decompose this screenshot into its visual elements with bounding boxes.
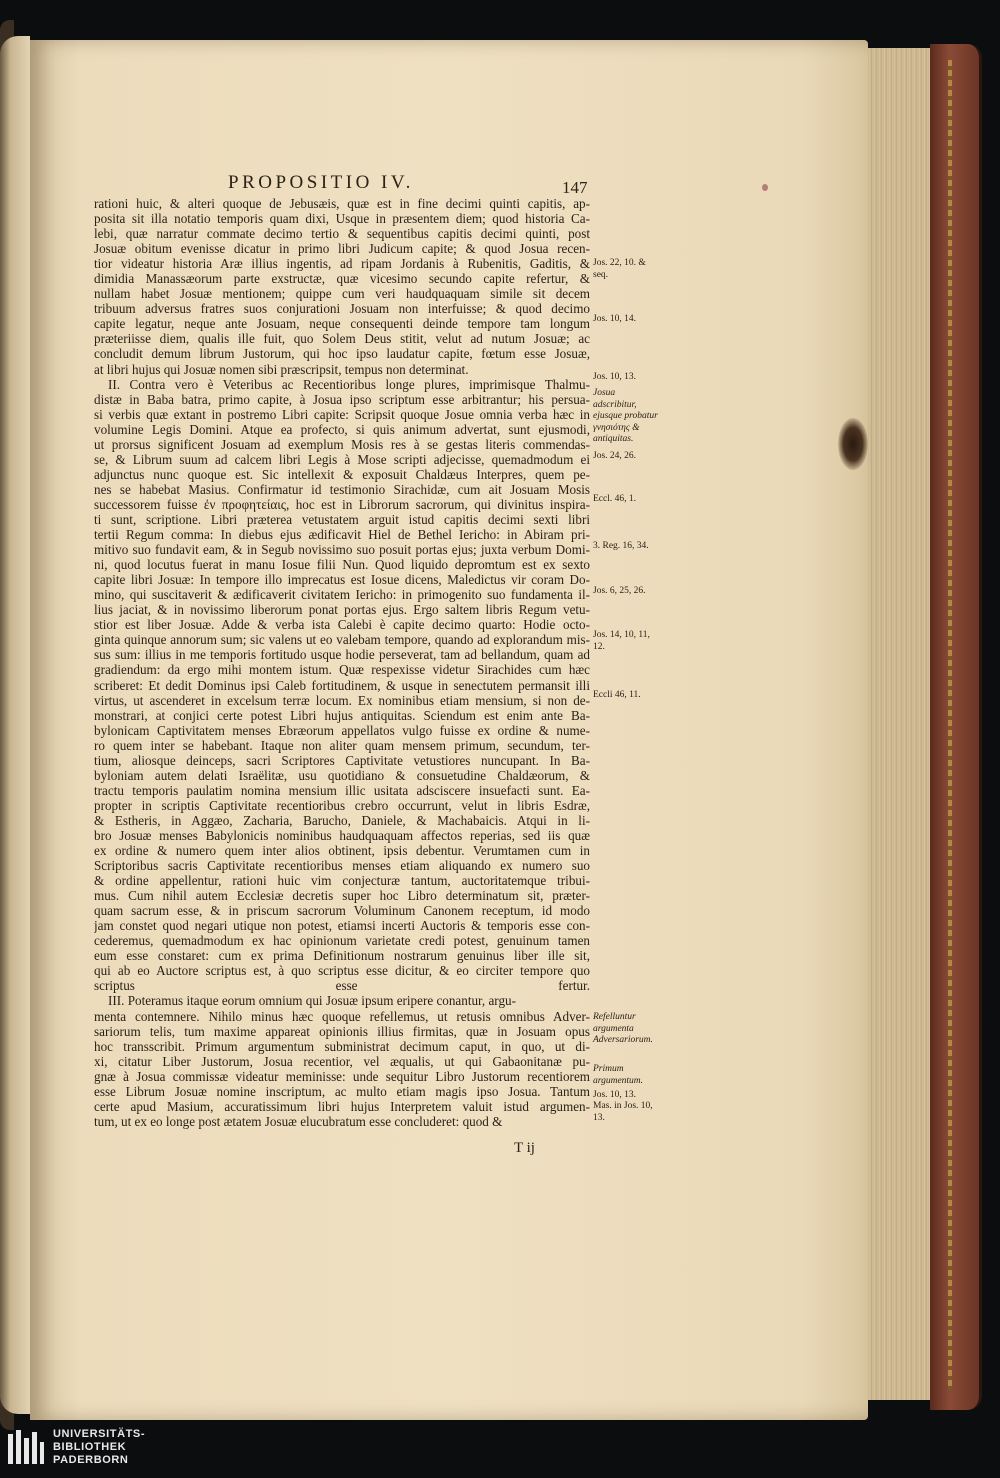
right-cover (930, 44, 982, 1410)
text-line: eum esse constaret: cum ex prima Definitionum nostrarum genuinus liber ille sit, (94, 948, 590, 964)
text-line: II. Contra vero è Veteribus ac Recentioribus longe plures, imprimisque Thalmu- (108, 376, 590, 392)
text-line: dimidia Manassæorum parte exstructæ, quæ vicesimo secundo capite refertur, & (94, 271, 590, 287)
text-line: sus sum: illius in me temporis fortitudo usque hodie perseverat, tam ad bellandum, quam ad (94, 647, 590, 663)
page-block-edges (858, 48, 940, 1400)
library-logo (6, 1424, 186, 1474)
text-line: mino, qui suscitaverit & ædificaverit civitatem Iericho: in primogenito suo fundamenta il- (94, 587, 590, 603)
margin-note: Jos. 6, 25, 26. (593, 586, 646, 596)
text-line: rationi huic, & alteri quoque de Jebusæis, quæ est in fine decimi quinti capitis, ap- (94, 196, 590, 211)
margin-note: Jos. 14, 10, 11, 12. (593, 630, 650, 652)
text-line: tribuum adversus fratres suos conjurationi Josuam non interfuisse; & quod decimo (94, 301, 590, 317)
text-line: successorem fuisse ἐν προφητείαις, hoc est in Librorum sacrorum, qui divinitus inspira- (94, 496, 590, 512)
margin-note: Jos. 10, 13. (593, 372, 637, 382)
library-logo-icon (6, 1428, 46, 1468)
small-stain (762, 184, 768, 191)
text-line: monstrari, at conjici certe potest Libri hujus antiquitas. Sciendum est enim ante Ba- (94, 707, 590, 723)
text-line: sariorum telis, tum maxime appareat opinionis illius firmitas, quæ in Josuam opus (94, 1023, 590, 1039)
text-line: byloniam autem delati Israëlitæ, usu quotidiano & consuetudine Chaldæorum, & (94, 767, 590, 783)
text-line: bylonicam Captivitatem menses Ebræorum appellatos vulgo fuisse ex ordine & nume- (94, 722, 590, 738)
text-line: ni, quod locutus fuerat in manu Iosue filii Nun. Quod liquido depromtum est ex sexto (94, 557, 590, 573)
left-page-edge (0, 36, 30, 1414)
text-line: ro quem inter se habebant. Itaque non aliter quam mensem primum, secundum, ter- (94, 737, 590, 753)
signature-mark: T ij (514, 1140, 535, 1156)
text-line: ex ordine & numero quem inter alios obtinent, ipsis debentur. Verumtamen cum in (94, 843, 590, 859)
text-line: ginta quinque annorum sum; sic valens ut eo valebam tempore, quando ad explorandum mis- (94, 632, 590, 648)
text-line: scriptus esse fertur. (94, 978, 590, 994)
text-line: xi, citatur Liber Justorum, Josua recentior, vel æqualis, ut qui Gabaonitanæ pu- (94, 1053, 590, 1069)
text-line: gradiendum: da ergo mihi montem istum. Quæ respexisse videtur Sirachides cum hæc (94, 662, 590, 678)
text-line: tum, ut ex eo longe post ætatem Josuæ elucubratum esse concluderet: quod & (94, 1113, 503, 1129)
text-line: mitivo suo fundavit eam, & in Segub novissimo suo posuit portas ejus; juxta verbum Domi- (94, 542, 590, 558)
margin-note: Mas. in Jos. 10, 13. (593, 1101, 653, 1123)
margin-note: Primum argumentum. (593, 1064, 644, 1086)
ink-stain (838, 418, 868, 470)
text-line: propter in scriptis Captivitate recentioribus crebro occurrunt, velut in libris Esdræ, (94, 797, 590, 813)
text-line: tractu temporis paulatim nomina mensium illic usitata adsciscere insuefacti sunt. Ea- (94, 782, 590, 798)
text-line: nullam habet Josuæ mentionem; quippe cum veri haudquaquam simile sit decem (94, 286, 590, 302)
text-line: menta contemnere. Nihilo minus hæc quoque refellemus, ut retusis omnibus Adver- (94, 1008, 590, 1024)
text-line: mus. Cum nihil autem Ecclesiæ decretis super hoc Libro determinatum sit, præter- (94, 888, 590, 904)
margin-note: Josua adscribitur, ejusque probatur γνησιότης & antiquitas. (593, 388, 658, 444)
text-line: III. Poteramus itaque eorum omnium qui Josuæ ipsum eripere conantur, argu- (108, 993, 516, 1009)
text-line: jam constet quod negari utique non potest, etiamsi incerti Auctoris & temporis esse con- (94, 918, 590, 934)
text-line: tertii Regum comma: In diebus ejus ædificavit Hiel de Bethel Iericho: in Abiram pri- (94, 527, 590, 543)
text-line: stior est liber Josuæ. Adde & verba ista Calebi è capite decimo quarto: Hodie octo- (94, 617, 590, 633)
text-line: si verbis quæ extant in postremo Libri capite: Scripsit quoque Josue omnia verba hæc in (94, 406, 590, 422)
text-line: se, & Librum suum ad calcem libri Legis à Mose scripti adjecisse, quemadmodum ei (94, 451, 590, 467)
margin-note: Eccl. 46, 1. (593, 494, 637, 504)
text-line: Scriptoribus sacris Captivitate recentioribus menses etiam aliquando ex numero suo (94, 858, 590, 874)
text-line: & Estheris, in Aggæo, Zacharia, Barucho, Daniele, & Machabaicis. Atqui in li- (94, 812, 590, 828)
margin-note: Jos. 22, 10. & seq. (593, 258, 646, 280)
main-text-column (94, 196, 590, 1129)
text-line: præteriisse diem, qualis ille fuit, quo Solem Deus stitit, velut ad nutum Josuæ; ac (94, 331, 590, 347)
running-header: PROPOSITIO IV. (228, 172, 414, 193)
cover-gilt-decoration (948, 60, 952, 1390)
margin-note: Eccli 46, 11. (593, 690, 641, 700)
margin-note: Jos. 10, 13. (593, 1090, 637, 1100)
text-line: adjunctus nunc quoque est. Sic intellexit & exposuit Chaldæus Interpres, quem pe- (94, 466, 590, 482)
margin-note: Jos. 24, 26. (593, 451, 637, 461)
text-line: & ordine appellentur, rationi huic vim conjecturæ tantum, auctoritatemque tribui- (94, 873, 590, 889)
text-line: volumine Legis Domini. Atque ea profecto, si quis animum advertat, sunt ejusmodi, (94, 421, 590, 437)
text-line: virtus, ut ascenderet in excelsum terræ locum. Ex nominibus etiam mensium, si non de- (94, 692, 590, 708)
margin-note: Jos. 10, 14. (593, 314, 637, 324)
text-line: certe apud Masium, accuratissimum libri hujus Interpretem valuit istud argumen- (94, 1098, 590, 1114)
text-line: lebi, quæ narratur commate decimo tertio & sequentibus capitis decimi quinti, post (94, 226, 590, 242)
text-line: quam sacrum esse, & in priscum sacrorum Voluminum Canonem receptum, id modo (94, 903, 590, 919)
text-line: capite libri Josuæ: In tempore illo imprecatus est Iosue dicens, Maledictus vir coram Do- (94, 572, 590, 588)
margin-note: Refelluntur argumenta Adversariorum. (593, 1012, 653, 1045)
margin-note: 3. Reg. 16, 34. (593, 541, 649, 551)
text-line: at libri hujus qui Josuæ nomen sibi præscripsit, tempus non determinat. (94, 361, 469, 377)
text-line: capite legatur, neque ante Josuam, neque consequenti deinde tempore tam longum (94, 316, 590, 332)
text-line: posita sit illa notatio temporis quam dixi, Usque in præsentem diem; quod historia Ca- (94, 211, 590, 227)
library-logo-text: UNIVERSITÄTS- BIBLIOTHEK PADERBORN (53, 1428, 146, 1466)
text-line: tior videatur historia Aræ illius ingentis, ad ripam Jordanis à Rubenitis, Gaditis, & (94, 256, 590, 272)
text-line: esse Librum Josuæ nomine inscriptum, ac multo etiam magis ipso Josua. Tantum (94, 1083, 590, 1099)
text-line: ti sunt, scriptione. Libri præterea vetustatem arguit istud capitis decimi sexti libri (94, 511, 590, 527)
text-line: scriberet: Et dedit Dominus ipsi Caleb fortitudinem, & usque in senectutem permansit illi (94, 677, 590, 693)
text-line: ut prorsus significent Josuam ad exemplum Mosis res à se gestas literis commendas- (94, 436, 590, 452)
text-line: Josuæ obitum evenisse dicatur in primo libri Judicum capite; & quod Josua recen- (94, 241, 590, 257)
text-line: hoc transscribit. Primum argumentum subministrat decimum caput, in quo, ut di- (94, 1038, 590, 1054)
text-line: gnæ à Josua commissæ videatur meminisse: unde sequitur Libro Justorum recentiorem (94, 1068, 590, 1084)
text-line: qui ab eo Auctore scriptus est, à quo scriptus esse dicitur, & eo circiter tempore quo (94, 963, 590, 979)
text-line: bro Josuæ menses Babylonicis nominibus haudquaquam affectos reperias, sed iis quæ (94, 827, 590, 843)
text-line: nes se habebat Masius. Confirmatur id testimonio Sirachidæ, cum ait Josuam Mosis (94, 481, 590, 497)
text-line: lius jaciat, & in novissimo liberorum ponat portas ejus. Ergo saltem libris Regum vetu- (94, 602, 590, 618)
text-line: tium, aliosque deinceps, sacri Scriptores Captivitate vetustiores nuncupant. In Ba- (94, 752, 590, 768)
text-line: concludit demum librum Justorum, qui hoc ipso laudatur capite, fœtum esse Josuæ, (94, 346, 590, 362)
text-line: cederemus, quemadmodum ex hac opinionum varietate credi potest, genuinum tamen (94, 933, 590, 949)
text-line: distæ in Baba batra, primo capite, à Josua ipso scriptum esse arbitrantur; his persua- (94, 391, 590, 407)
page-number: 147 (562, 178, 588, 197)
